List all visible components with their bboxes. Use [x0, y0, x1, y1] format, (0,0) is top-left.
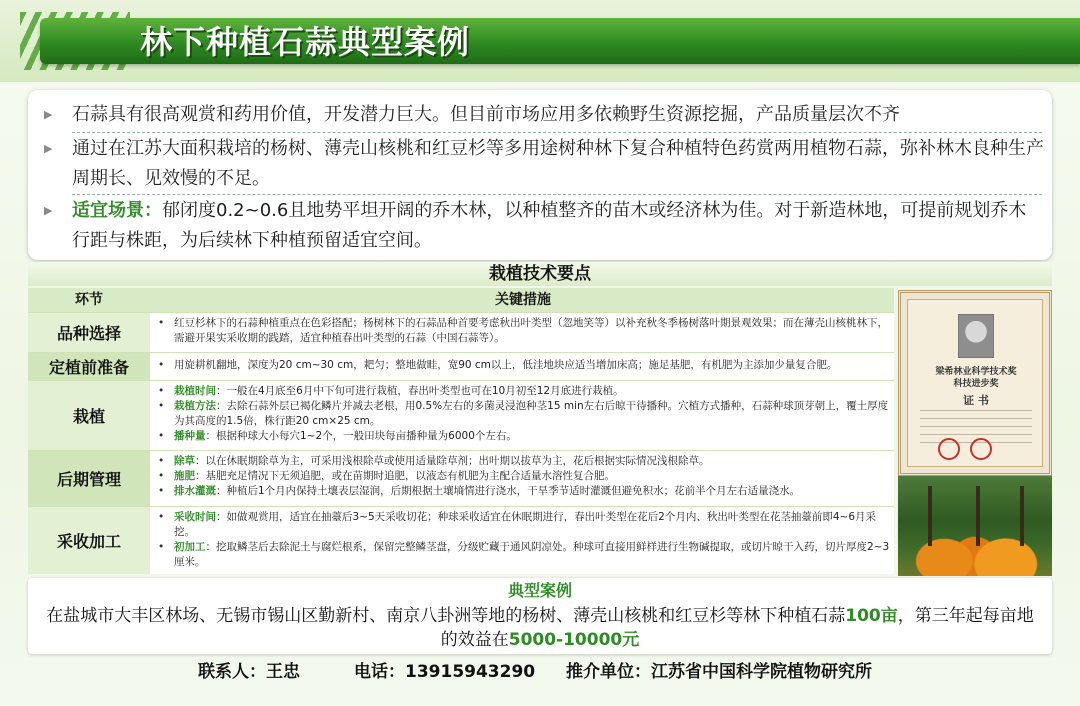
measure-text: ：挖取鳞茎后去除泥土与腐烂根系，保留完整鳞茎盘，分级贮藏于通风阴凉处。种球可直接用鲜样进行生物碱提取，或切片晾干入药，切片厚度2~3厘米。 — [174, 541, 890, 568]
case-text-part: 在盐城市大丰区林场、无锡市锡山区勤新村、南京八卦洲等地的杨树、薄壳山核桃和红豆杉等林下种植石蒜 — [46, 606, 846, 626]
header-banner — [0, 0, 1080, 82]
case-benefit: 5000-10000元 — [508, 630, 640, 650]
table-row — [28, 380, 894, 450]
measure-text: ：去除石蒜外层已褐化鳞片并减去老根，用0.5%左右的多菌灵浸泡种茎15 min左右后晾干待播种。穴植方式播种，石蒜种球顶芽朝上，覆土厚度为其高度的1.5倍，株行距20 cm×25 cm。 — [174, 400, 889, 427]
case-text — [38, 604, 1042, 652]
measure-item — [156, 399, 890, 429]
measure-label: 采收时间 — [174, 511, 216, 523]
measure-text: ：根据种球大小每穴1~2个，一般田块每亩播种量为6000个左右。 — [205, 430, 517, 442]
seal-stamp-icon — [938, 438, 960, 460]
measure-item — [156, 454, 890, 469]
stage-cell: 品种选择 — [28, 313, 150, 352]
stage-cell: 采收加工 — [28, 507, 150, 574]
case-title: 典型案例 — [507, 581, 572, 600]
measure-label: 播种量 — [174, 430, 206, 442]
certificate-award-name: 梁希林业科学技术奖 — [935, 367, 1017, 377]
field-photo-image — [898, 476, 1052, 576]
table-row — [28, 506, 894, 574]
measure-text: ：种植后1个月内保持土壤表层湿润，后期根据土壤墒情进行浇水，干旱季节适时灌溉但避免积水；花前半个月左右适量浇水。 — [216, 485, 801, 497]
header-stage: 环节 — [75, 292, 103, 308]
intro-box — [28, 90, 1052, 260]
recommending-unit: 推介单位：江苏省中国科学院植物研究所 — [566, 662, 872, 682]
table-row — [28, 312, 894, 352]
divider — [72, 194, 1042, 195]
stage-cell: 后期管理 — [28, 451, 150, 506]
tree-trunk-decoration — [1020, 486, 1024, 546]
measure-item: • 红豆杉林下的石蒜种植重点在色彩搭配；杨树林下的石蒜品种首要考虑秋出叶类型（忽地笑等）以补充秋冬季杨树落叶期景观效果；而在薄壳山核桃林下，需避开果实采收期的践踏，适宜种植春出叶类型的石蒜（中国石蒜等）。 — [156, 316, 890, 346]
measure-text: ：如做观赏用，适宜在抽薹后3~5天采收切花；种球采收适宜在休眠期进行，春出叶类型在花后2个月内、秋出叶类型在花茎抽薹前即4~6月采挖。 — [174, 511, 876, 538]
table-header-row — [28, 288, 894, 312]
measures-cell — [156, 358, 890, 373]
measures-cell — [156, 384, 890, 444]
measure-item — [156, 540, 890, 570]
measure-label: 施肥 — [174, 470, 195, 482]
measure-item — [156, 469, 890, 484]
header-measures: 关键措施 — [495, 292, 551, 308]
contact-phone: 电话：13915943290 — [354, 662, 536, 682]
measure-item — [156, 484, 890, 499]
tree-trunk-decoration — [928, 486, 932, 546]
scene-label: 适宜场景： — [72, 200, 162, 221]
footer — [0, 656, 1080, 688]
portrait-image — [958, 314, 994, 358]
arrow-bullet-icon: ▶ — [44, 142, 53, 155]
measures-cell — [156, 454, 890, 499]
stage-cell: 栽植 — [28, 381, 150, 450]
measure-item — [156, 384, 890, 399]
measure-item: • 用旋耕机翻地，深度为20 cm~30 cm，耙匀；整地做畦，宽90 cm以上，低洼地块应适当增加床高；施足基肥，有机肥为主添加少量复合肥。 — [156, 358, 890, 373]
table-row — [28, 450, 894, 506]
certificate-heading: 证 书 — [963, 394, 989, 407]
page-title: 林下种植石蒜典型案例 — [140, 23, 471, 61]
arrow-bullet-icon: ▶ — [44, 108, 53, 121]
certificate-award-type: 科技进步奖 — [953, 379, 999, 389]
technique-title-bar — [28, 262, 1052, 286]
intro-text: 石蒜具有很高观赏和药用价值，开发潜力巨大。但目前市场应用多依赖野生资源挖掘，产品质量层次不齐 — [72, 104, 900, 125]
measure-item — [156, 510, 890, 540]
intro-item — [44, 134, 1044, 194]
technique-title: 栽植技术要点 — [489, 264, 591, 284]
technique-table — [28, 288, 894, 574]
measure-text: ：以在休眠期除草为主，可采用浅根除草或使用适量除草剂；出叶期以拔草为主，花后根据实际情况浅根除草。 — [195, 455, 710, 467]
certificate-inner — [907, 299, 1043, 467]
measure-label: 除草 — [174, 455, 195, 467]
award-certificate-image — [898, 290, 1052, 476]
divider — [72, 132, 1042, 133]
measure-label: 排水灌溉 — [174, 485, 216, 497]
measure-text: ：基肥充足情况下无须追肥，或在苗期时追肥，以液态有机肥为主配合适量水溶性复合肥。 — [195, 470, 615, 482]
scene-text: 郁闭度0.2~0.6且地势平坦开阔的乔木林，以种植整齐的苗木或经济林为佳。对于新造林地，可提前规划乔木行距与株距，为后续林下种植预留适宜空间。 — [72, 200, 1027, 251]
contact-person: 联系人：王忠 — [198, 662, 300, 682]
intro-text: 通过在江苏大面积栽培的杨树、薄壳山核桃和红豆杉等多用途树种林下复合种植特色药赏两用植物石蒜，弥补林木良种生产周期长、见效慢的不足。 — [72, 138, 1044, 189]
seal-stamp-icon — [970, 438, 992, 460]
typical-case-box — [28, 578, 1052, 654]
intro-item — [44, 100, 1044, 130]
measure-label: 初加工 — [174, 541, 206, 553]
tree-trunk-decoration — [976, 486, 980, 546]
stage-cell: 定植前准备 — [28, 353, 150, 380]
table-row — [28, 352, 894, 380]
measures-cell — [156, 510, 890, 570]
case-text-part: ，第三年起每亩地的效益在 — [440, 606, 1034, 650]
measure-item — [156, 429, 890, 444]
arrow-bullet-icon: ▶ — [44, 204, 53, 217]
case-area: 100亩 — [845, 606, 898, 626]
intro-text — [72, 196, 1044, 256]
measure-label: 栽植时间 — [174, 385, 216, 397]
measure-text: ：一般在4月底至6月中下旬可进行栽植，春出叶类型也可在10月初至12月底进行栽植。 — [216, 385, 624, 397]
measures-cell — [156, 316, 890, 346]
measure-label: 栽植方法 — [174, 400, 216, 412]
intro-item — [44, 196, 1044, 256]
